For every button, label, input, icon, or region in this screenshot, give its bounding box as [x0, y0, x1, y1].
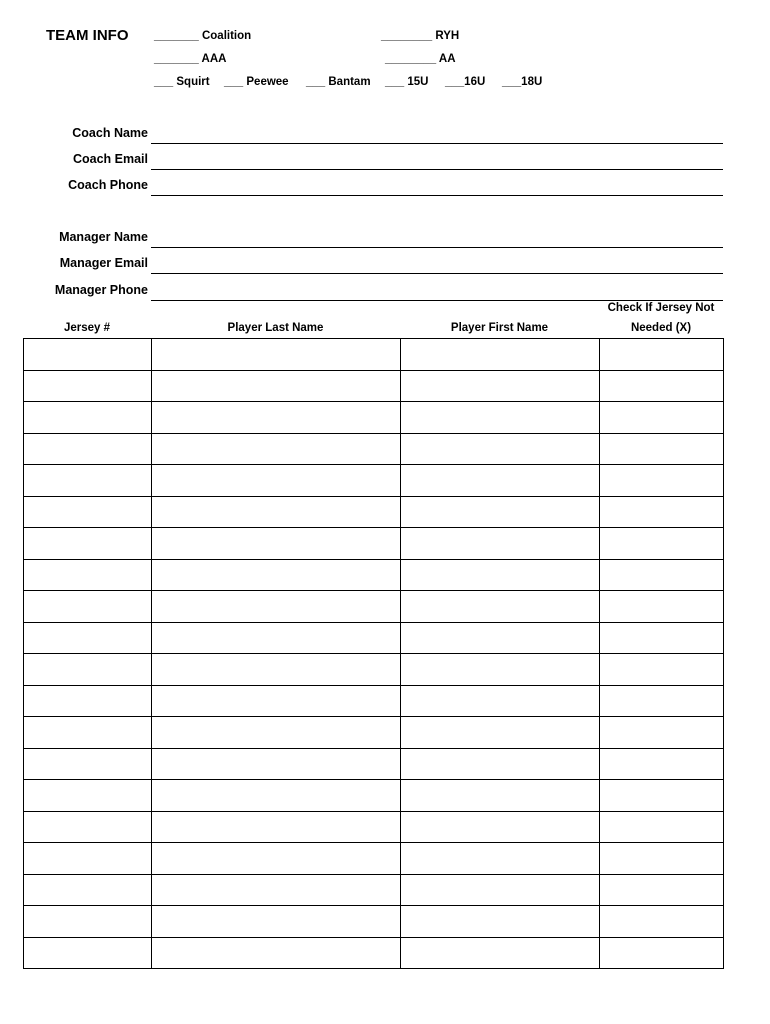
jersey-not-needed-cell[interactable]: [600, 559, 724, 591]
player-first-name-cell[interactable]: [401, 559, 600, 591]
jersey-number-cell[interactable]: [24, 559, 152, 591]
table-row: [24, 465, 724, 497]
manager-phone-label: Manager Phone: [54, 283, 148, 297]
player-last-name-cell[interactable]: [152, 339, 401, 371]
division-bantam[interactable]: ___ Bantam: [306, 76, 371, 88]
jersey-not-needed-cell[interactable]: [600, 748, 724, 780]
player-last-name-cell[interactable]: [152, 748, 401, 780]
jersey-number-cell[interactable]: [24, 402, 152, 434]
player-last-name-cell[interactable]: [152, 874, 401, 906]
jersey-number-cell[interactable]: [24, 654, 152, 686]
player-first-name-cell[interactable]: [401, 339, 600, 371]
jersey-number-cell[interactable]: [24, 874, 152, 906]
player-first-name-cell[interactable]: [401, 465, 600, 497]
jersey-not-needed-cell[interactable]: [600, 843, 724, 875]
player-last-name-cell[interactable]: [152, 685, 401, 717]
jersey-number-cell[interactable]: [24, 591, 152, 623]
coach-name-label: Coach Name: [72, 126, 148, 140]
jersey-number-cell[interactable]: [24, 465, 152, 497]
jersey-not-needed-cell[interactable]: [600, 780, 724, 812]
aaa-option[interactable]: _______ AAA: [154, 53, 227, 65]
jersey-number-cell[interactable]: [24, 685, 152, 717]
table-row: [24, 685, 724, 717]
column-header-first-name: Player First Name: [450, 322, 549, 334]
player-last-name-cell[interactable]: [152, 370, 401, 402]
player-first-name-cell[interactable]: [401, 402, 600, 434]
player-first-name-cell[interactable]: [401, 811, 600, 843]
column-header-jersey-not-needed-line1: Check If Jersey Not: [607, 302, 715, 314]
division-peewee[interactable]: ___ Peewee: [224, 76, 289, 88]
player-first-name-cell[interactable]: [401, 748, 600, 780]
player-last-name-cell[interactable]: [152, 654, 401, 686]
table-row: [24, 717, 724, 749]
column-header-jersey-not-needed-line2: Needed (X): [630, 322, 692, 334]
player-first-name-cell[interactable]: [401, 780, 600, 812]
division-squirt[interactable]: ___ Squirt: [154, 76, 210, 88]
player-last-name-cell[interactable]: [152, 591, 401, 623]
coalition-option[interactable]: _______ Coalition: [154, 30, 252, 42]
player-first-name-cell[interactable]: [401, 937, 600, 969]
player-first-name-cell[interactable]: [401, 685, 600, 717]
player-last-name-cell[interactable]: [152, 528, 401, 560]
player-last-name-cell[interactable]: [152, 433, 401, 465]
table-row: [24, 843, 724, 875]
jersey-number-cell[interactable]: [24, 528, 152, 560]
jersey-number-cell[interactable]: [24, 433, 152, 465]
division-16u[interactable]: ___16U: [445, 76, 486, 88]
table-row: [24, 874, 724, 906]
jersey-not-needed-cell[interactable]: [600, 496, 724, 528]
player-first-name-cell[interactable]: [401, 433, 600, 465]
table-row: [24, 433, 724, 465]
coach-name-field[interactable]: [151, 143, 723, 144]
jersey-not-needed-cell[interactable]: [600, 654, 724, 686]
division-18u[interactable]: ___18U: [502, 76, 543, 88]
page-title: TEAM INFO: [46, 27, 129, 44]
table-row: [24, 591, 724, 623]
player-first-name-cell[interactable]: [401, 528, 600, 560]
jersey-not-needed-cell[interactable]: [600, 370, 724, 402]
player-first-name-cell[interactable]: [401, 591, 600, 623]
coach-email-label: Coach Email: [72, 152, 148, 166]
table-row: [24, 622, 724, 654]
manager-name-label: Manager Name: [59, 230, 148, 244]
jersey-number-cell[interactable]: [24, 780, 152, 812]
table-row: [24, 339, 724, 371]
table-row: [24, 496, 724, 528]
jersey-not-needed-cell[interactable]: [600, 591, 724, 623]
jersey-number-cell[interactable]: [24, 370, 152, 402]
table-row: [24, 402, 724, 434]
player-first-name-cell[interactable]: [401, 717, 600, 749]
jersey-number-cell[interactable]: [24, 339, 152, 371]
player-first-name-cell[interactable]: [401, 622, 600, 654]
jersey-number-cell[interactable]: [24, 496, 152, 528]
table-row: [24, 370, 724, 402]
manager-name-field[interactable]: [151, 247, 723, 248]
column-header-jersey: Jersey #: [63, 322, 111, 334]
coach-phone-label: Coach Phone: [68, 178, 148, 192]
division-15u[interactable]: ___ 15U: [385, 76, 429, 88]
coach-email-field[interactable]: [151, 169, 723, 170]
manager-email-label: Manager Email: [59, 256, 148, 270]
player-last-name-cell[interactable]: [152, 906, 401, 938]
player-last-name-cell[interactable]: [152, 780, 401, 812]
table-row: [24, 654, 724, 686]
column-header-last-name: Player Last Name: [227, 322, 324, 334]
jersey-number-cell[interactable]: [24, 717, 152, 749]
player-last-name-cell[interactable]: [152, 402, 401, 434]
table-row: [24, 748, 724, 780]
jersey-not-needed-cell[interactable]: [600, 528, 724, 560]
coach-phone-field[interactable]: [151, 195, 723, 196]
player-first-name-cell[interactable]: [401, 654, 600, 686]
table-row: [24, 811, 724, 843]
table-row: [24, 559, 724, 591]
player-last-name-cell[interactable]: [152, 717, 401, 749]
player-last-name-cell[interactable]: [152, 811, 401, 843]
manager-email-field[interactable]: [151, 273, 723, 274]
player-first-name-cell[interactable]: [401, 906, 600, 938]
roster-table: [23, 338, 724, 969]
jersey-number-cell[interactable]: [24, 906, 152, 938]
table-row: [24, 906, 724, 938]
jersey-number-cell[interactable]: [24, 811, 152, 843]
player-first-name-cell[interactable]: [401, 874, 600, 906]
manager-phone-field[interactable]: [151, 300, 723, 301]
jersey-not-needed-cell[interactable]: [600, 874, 724, 906]
aa-option[interactable]: ________ AA: [385, 53, 456, 65]
ryh-option[interactable]: ________ RYH: [381, 30, 460, 42]
jersey-not-needed-cell[interactable]: [600, 465, 724, 497]
player-first-name-cell[interactable]: [401, 496, 600, 528]
jersey-not-needed-cell[interactable]: [600, 937, 724, 969]
player-first-name-cell[interactable]: [401, 370, 600, 402]
jersey-not-needed-cell[interactable]: [600, 717, 724, 749]
jersey-not-needed-cell[interactable]: [600, 402, 724, 434]
jersey-not-needed-cell[interactable]: [600, 811, 724, 843]
jersey-not-needed-cell[interactable]: [600, 685, 724, 717]
jersey-not-needed-cell[interactable]: [600, 433, 724, 465]
player-last-name-cell[interactable]: [152, 843, 401, 875]
player-last-name-cell[interactable]: [152, 465, 401, 497]
player-last-name-cell[interactable]: [152, 622, 401, 654]
jersey-number-cell[interactable]: [24, 748, 152, 780]
player-last-name-cell[interactable]: [152, 496, 401, 528]
jersey-number-cell[interactable]: [24, 937, 152, 969]
table-row: [24, 780, 724, 812]
jersey-not-needed-cell[interactable]: [600, 339, 724, 371]
jersey-not-needed-cell[interactable]: [600, 906, 724, 938]
jersey-not-needed-cell[interactable]: [600, 622, 724, 654]
jersey-number-cell[interactable]: [24, 843, 152, 875]
table-row: [24, 528, 724, 560]
table-row: [24, 937, 724, 969]
player-last-name-cell[interactable]: [152, 937, 401, 969]
jersey-number-cell[interactable]: [24, 622, 152, 654]
player-first-name-cell[interactable]: [401, 843, 600, 875]
player-last-name-cell[interactable]: [152, 559, 401, 591]
